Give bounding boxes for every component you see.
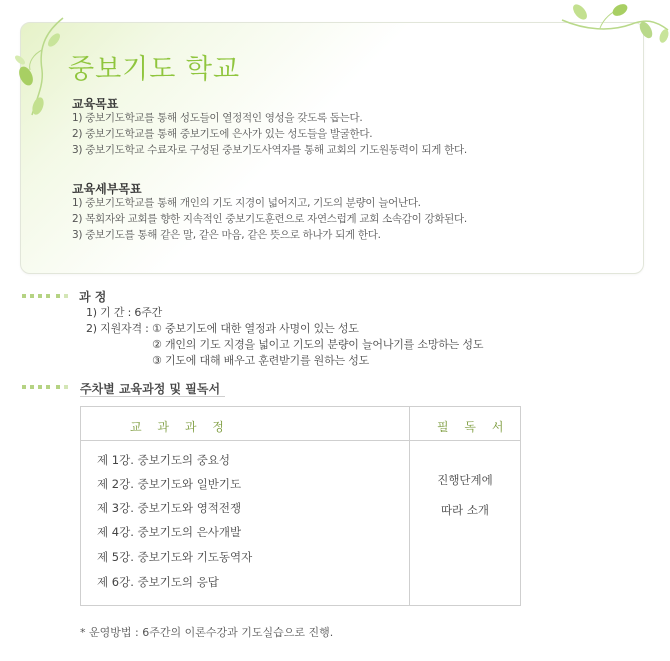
course-eligibility-3: ③ 기도에 대해 배우고 훈련받기를 원하는 성도 bbox=[152, 354, 370, 367]
list-item: 2) 중보기도학교를 통해 중보기도에 은사가 있는 성도들을 발굴한다. bbox=[72, 128, 373, 140]
table-row: 제 6강. 중보기도의 응답 bbox=[97, 575, 219, 589]
detail-goals-heading: 교육세부목표 bbox=[72, 182, 142, 196]
course-section-title: 과 정 bbox=[79, 290, 107, 304]
goals-heading: 교육목표 bbox=[72, 97, 119, 111]
list-item: 3) 중보기도학교 수료자로 구성된 중보기도사역자를 통해 교회의 기도원동력이 되게 한다. bbox=[72, 144, 467, 156]
section-bullet-icon bbox=[22, 294, 72, 298]
table-header-course: 교 과 과 정 bbox=[130, 420, 230, 434]
vine-leaf-decoration-left bbox=[8, 10, 68, 120]
section-underline bbox=[80, 396, 225, 397]
footnote: * 운영방법 : 6주간의 이론수강과 기도실습으로 진행. bbox=[80, 626, 334, 639]
weekly-section-title: 주차별 교육과정 및 필독서 bbox=[80, 382, 221, 396]
books-note-line-2: 따라 소개 bbox=[440, 503, 490, 517]
goals-list bbox=[72, 110, 467, 158]
table-row: 제 4강. 중보기도의 은사개발 bbox=[97, 525, 242, 539]
section-bullet-icon bbox=[22, 385, 72, 389]
table-row: 제 2강. 중보기도와 일반기도 bbox=[97, 477, 242, 491]
detail-goals-list bbox=[72, 195, 467, 243]
table-row: 제 3강. 중보기도와 영적전쟁 bbox=[97, 501, 242, 515]
page-title: 중보기도 학교 bbox=[68, 54, 241, 85]
list-item: 2) 목회자와 교회를 향한 지속적인 중보기도훈련으로 자연스럽게 교회 소속감이 강화된다. bbox=[72, 213, 467, 225]
vine-leaf-decoration-right bbox=[560, 0, 670, 45]
table-row: 제 1강. 중보기도의 중요성 bbox=[97, 453, 231, 467]
list-item: 1) 중보기도학교를 통해 개인의 기도 지경이 넓어지고, 기도의 분량이 늘어난다. bbox=[72, 197, 421, 209]
table-header-divider bbox=[80, 440, 521, 441]
books-note-line-1: 진행단계에 bbox=[437, 473, 493, 487]
list-item: 1) 중보기도학교를 통해 성도들이 열정적인 영성을 갖도록 돕는다. bbox=[72, 112, 363, 124]
course-eligibility-2: ② 개인의 기도 지경을 넓이고 기도의 분량이 늘어나기를 소망하는 성도 bbox=[152, 338, 484, 351]
course-duration: 1) 기 간 : 6주간 bbox=[86, 306, 163, 319]
course-eligibility-1: 2) 지원자격 : ① 중보기도에 대한 열정과 사명이 있는 성도 bbox=[86, 322, 359, 335]
table-row: 제 5강. 중보기도와 기도동역자 bbox=[97, 550, 253, 564]
list-item: 3) 중보기도를 통해 같은 말, 같은 마음, 같은 뜻으로 하나가 되게 한다. bbox=[72, 229, 381, 241]
table-header-books: 필 독 서 bbox=[437, 420, 510, 434]
